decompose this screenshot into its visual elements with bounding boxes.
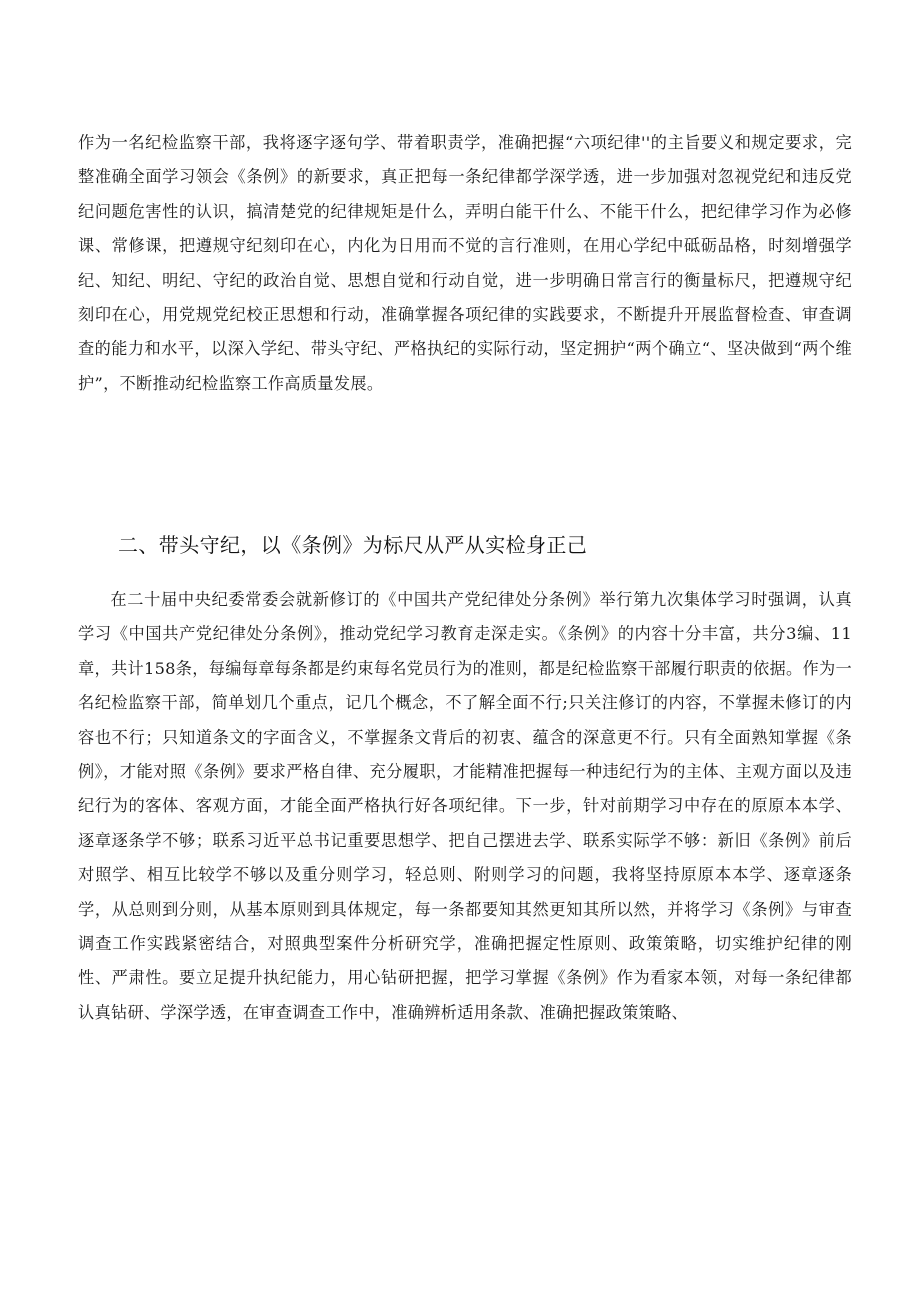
body-paragraph-2: 在二十届中央纪委常委会就新修订的《中国共产党纪律处分条例》举行第九次集体学习时强调，认真学习《中国共产党纪律处分条例》，推动党纪学习教育走深走实。《条例》的内容十分丰富，共分3编、11章，共计158条，每编每章每条都是约束每名党员行为的准则，都是纪检监察干部履行职责的依据。作为一名纪检监察干部，简单划几个重点，记几个概念，不了解全面不行;只关注修订的内容，不掌握未修订的内容也不行；只知道条文的字面含义，不掌握条文背后的初衷、蕴含的深意更不行。只有全面熟知掌握《条例》，才能对照《条例》要求严格自律、充分履职，才能精准把握每一种违纪行为的主体、主观方面以及违纪行为的客体、客观方面，才能全面严格执行好各项纪律。下一步，针对前期学习中存在的原原本本学、逐章逐条学不够；联系习近平总书记重要思想学、把自己摆进去学、联系实际学不够：新旧《条例》前后对照学、相互比较学不够以及重分则学习，轻总则、附则学习的问题，我将坚持原原本本学、逐章逐条学，从总则到分则，从基本原则到具体规定，每一条都要知其然更知其所以然，并将学习《条例》与审查调查工作实践紧密结合，对照典型案件分析研究学，准确把握定性原则、政策策略，切实维护纪律的刚性、严肃性。要立足提升执纪能力，用心钻研把握，把学习掌握《条例》作为看家本领，对每一条纪律都认真钻研、学深学透，在审查调查工作中，准确辨析适用条款、准确把握政策策略、 — [78, 590, 852, 1022]
document-section-2 — [78, 583, 852, 1030]
document-page — [78, 126, 852, 401]
body-paragraph-1: 作为一名纪检监察干部，我将逐字逐句学、带着职责学，准确把握“六项纪律''的主旨要义和规定要求，完整准确全面学习领会《条例》的新要求，真正把每一条纪律都学深学透，进一步加强对忽视党纪和违反党纪问题危害性的认识，搞清楚党的纪律规矩是什么，弄明白能干什么、不能干什么，把纪律学习作为必修课、常修课，把遵规守纪刻印在心，内化为日用而不觉的言行准则，在用心学纪中砥砺品格，时刻增强学纪、知纪、明纪、守纪的政治自觉、思想自觉和行动自觉，进一步明确日常言行的衡量标尺，把遵规守纪刻印在心，用党规党纪校正思想和行动，准确掌握各项纪律的实践要求，不断提升开展监督检查、审查调查的能力和水平，以深入学纪、带头守纪、严格执纪的实际行动，坚定拥护“两个确立“、坚决做到“两个维护”，不断推动纪检监察工作高质量发展。 — [78, 133, 852, 393]
section-heading: 二、带头守纪，以《条例》为标尺从严从实检身正己 — [118, 533, 588, 557]
